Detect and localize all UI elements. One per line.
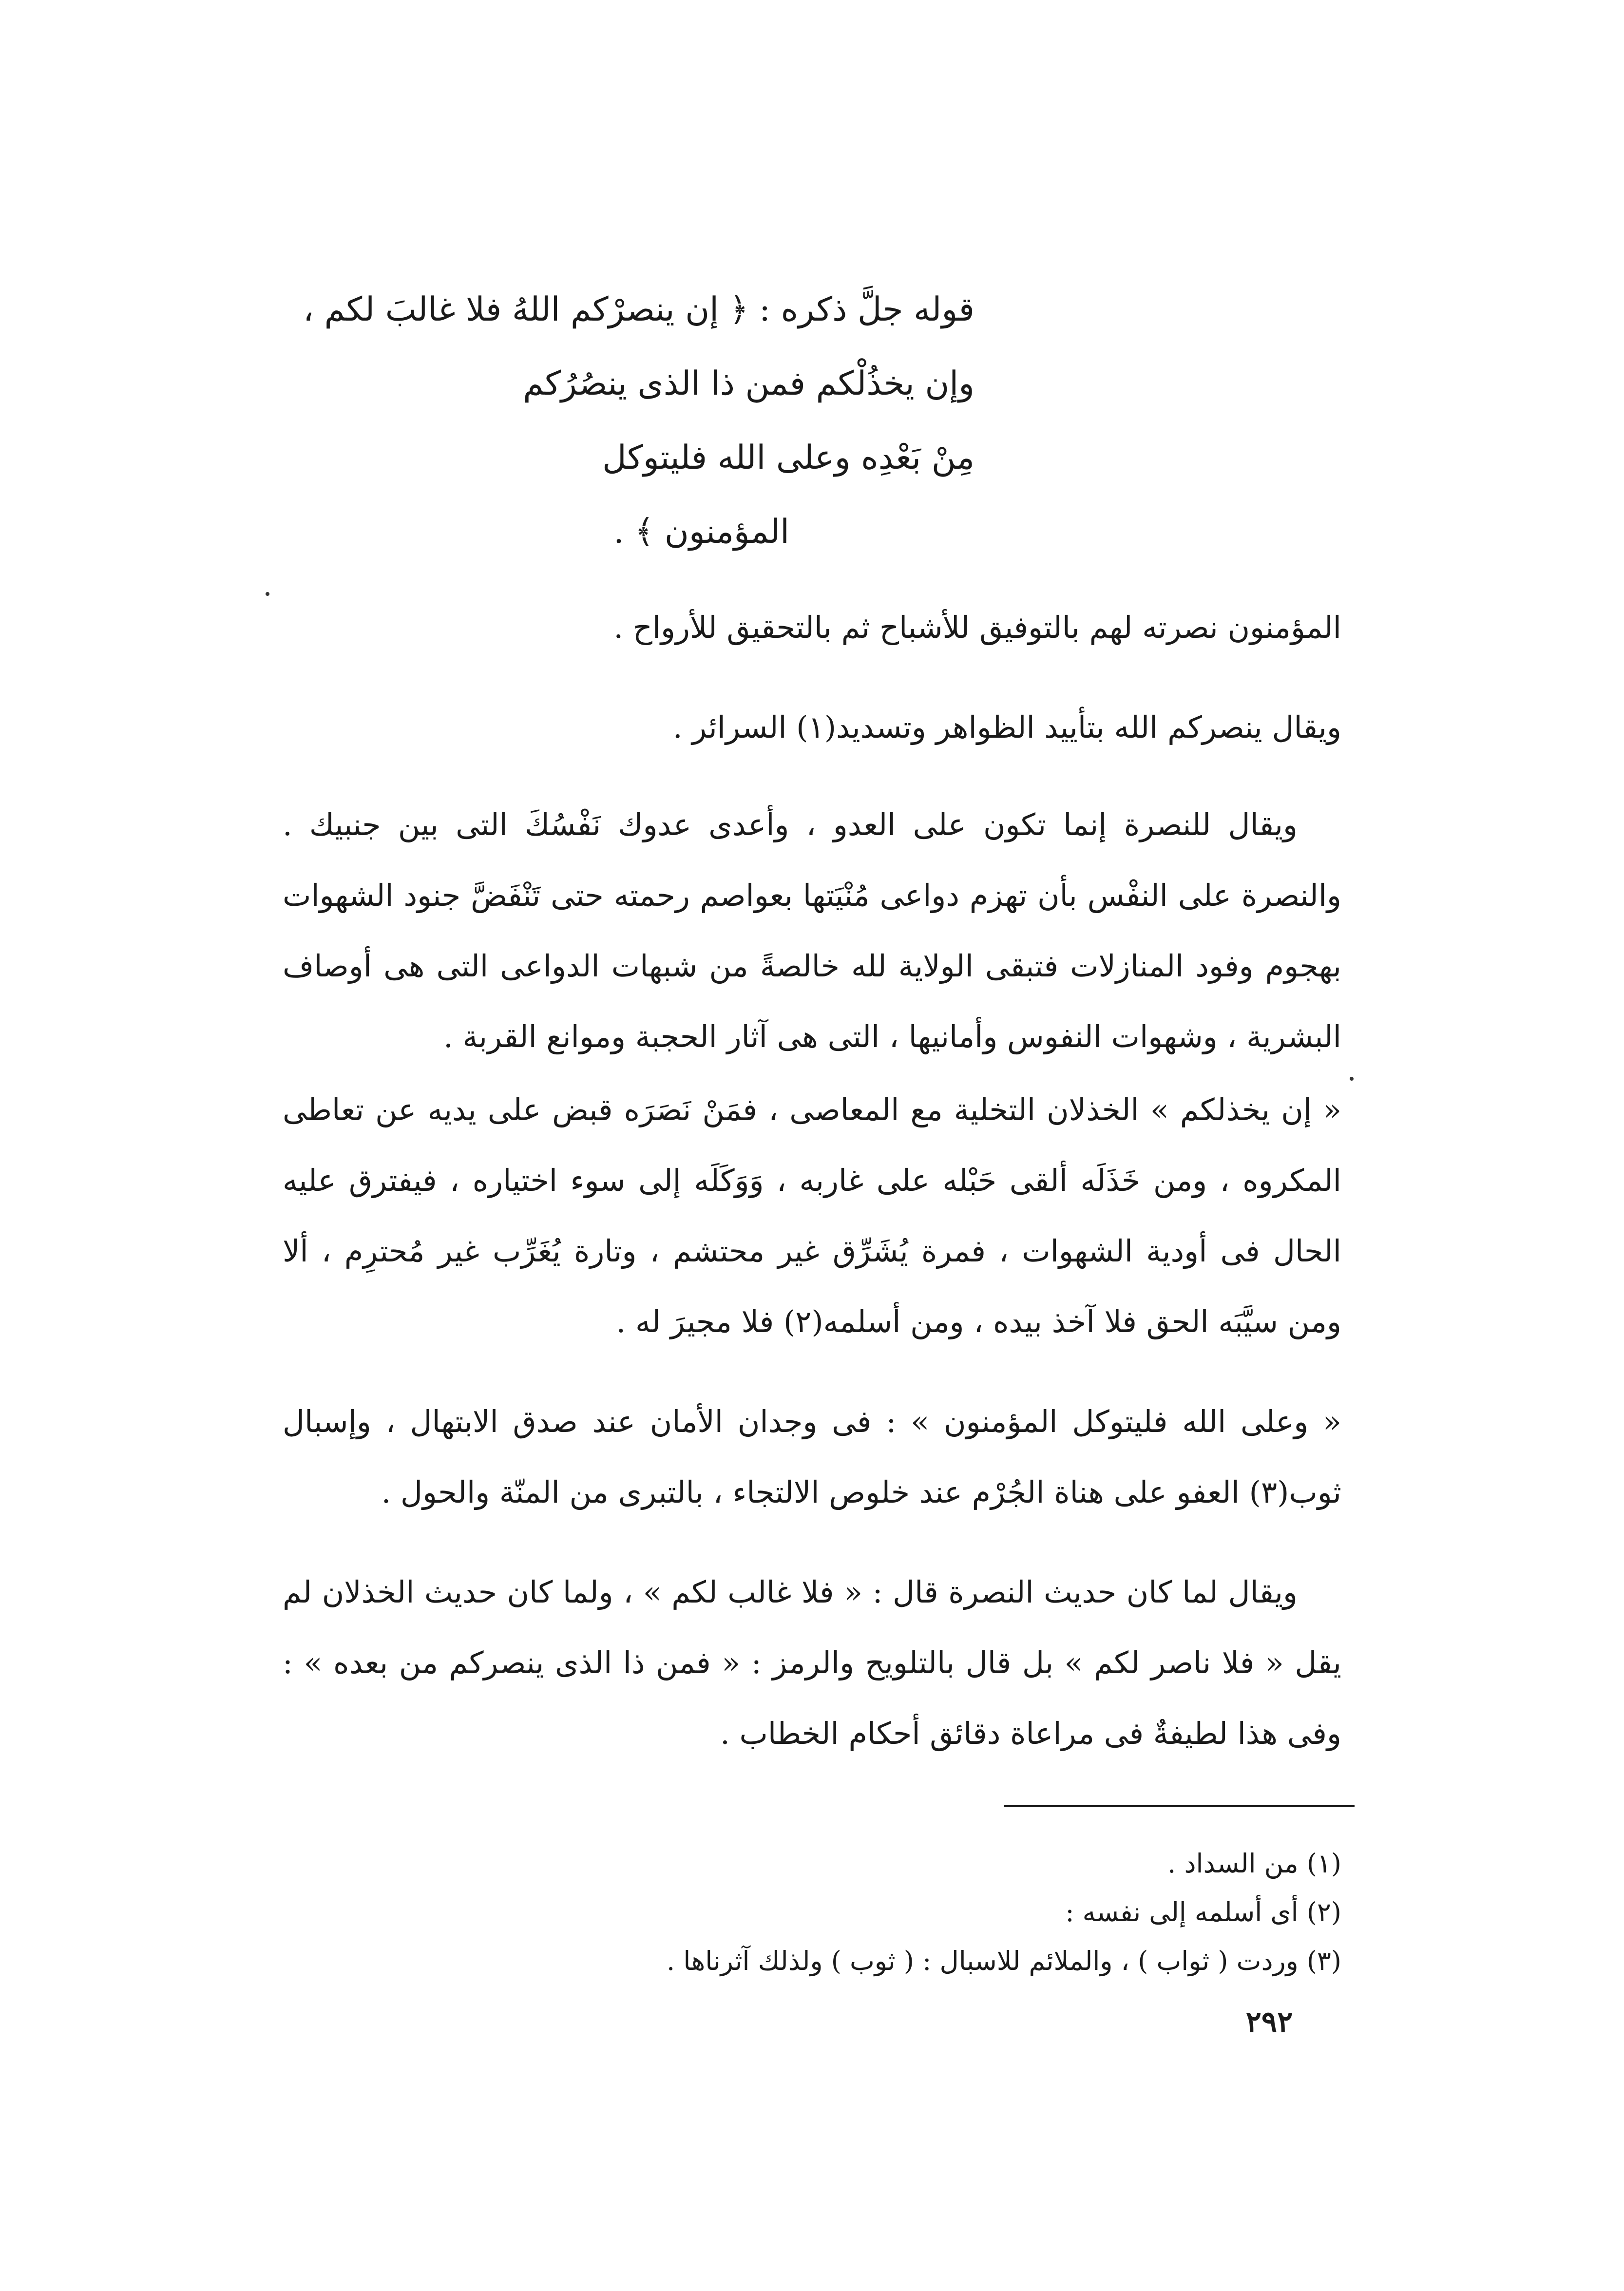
footnote-divider: [1004, 1805, 1355, 1807]
footnote: (١) من السداد .: [1167, 1848, 1341, 1879]
scan-speck: [1350, 1077, 1354, 1081]
paragraph: ويقال ينصركم الله بتأييد الظواهر وتسديد(١) السرائر .: [672, 709, 1341, 745]
paragraph: المؤمنون نصرته لهم بالتوفيق للأشباح ثم بالتحقيق للأرواح .: [613, 610, 1341, 645]
footnote: (٣) وردت ( ثواب ) ، والملائم للاسبال : ( ثوب ) ولذلك آثرناها .: [666, 1946, 1341, 1976]
footnote: (٢) أى أسلمه إلى نفسه :: [1065, 1897, 1341, 1928]
paragraph: ويقال لما كان حديث النصرة قال : « فلا غالب لكم » ، ولما كان حديث الخذلان لم يقل « فلا ناصر لكم » بل قال بالتلويح والرمز : « فمن ذا الذى ينصركم من بعده » : وفى هذا لطيفةٌ فى مراعاة دقائق أحكام الخطاب .: [283, 1574, 1341, 1751]
quran-verse: [273, 273, 974, 569]
paragraph: « وعلى الله فليتوكل المؤمنون » : فى وجدان الأمان عند صدق الابتهال ، وإسبال ثوب(٣) العفو على هناة الجُرْم عند خلوص الالتجاء ، بالتبرى من المنّة والحول .: [283, 1404, 1341, 1510]
verse-line: قوله جلَّ ذكره : ﴿ إن ينصرْكم اللهُ فلا غالبَ لكم ،: [303, 290, 974, 329]
verse-line: وإن يخذُلْكم فمن ذا الذى ينصُرُكم: [523, 364, 974, 403]
footnotes: [585, 1839, 1341, 1986]
paragraph: ويقال للنصرة إنما تكون على العدو ، وأعدى عدوك نَفْسُكَ التى بين جنبيك . والنصرة على النفْس بأن تهزم دواعى مُنْيَتها بعواصم رحمته حتى تَنْفَضَّ جنود الشهوات بهجوم وفود المنازلات فتبقى الولاية لله خالصةً من شبهات الدواعى التى هى أوصاف البشرية ، وشهوات النفوس وأمانيها ، التى هى آثار الحجبة وموانع القربة .: [283, 807, 1341, 1054]
scan-speck: [266, 592, 269, 596]
verse-line: مِنْ بَعْدِه وعلى الله فليتوكل: [602, 439, 974, 477]
page-number: ٢٩٢: [1245, 2005, 1293, 2039]
verse-line: المؤمنون ﴾ .: [613, 513, 789, 551]
paragraph: « إن يخذلكم » الخذلان التخلية مع المعاصى ، فمَنْ نَصَرَه قبض على يديه عن تعاطى المكروه ، ومن خَذَلَه ألقى حَبْله على غاربه ، وَوَكَلَه إلى سوء اختياره ، فيفترق عليه الحال فى أودية الشهوات ، فمرة يُشَرِّق غير محتشم ، وتارة يُغَرِّب غير مُحترِم ، ألا ومن سيَّبَه الحق فلا آخذ بيده ، ومن أسلمه(٢) فلا مجيرَ له .: [283, 1092, 1341, 1339]
